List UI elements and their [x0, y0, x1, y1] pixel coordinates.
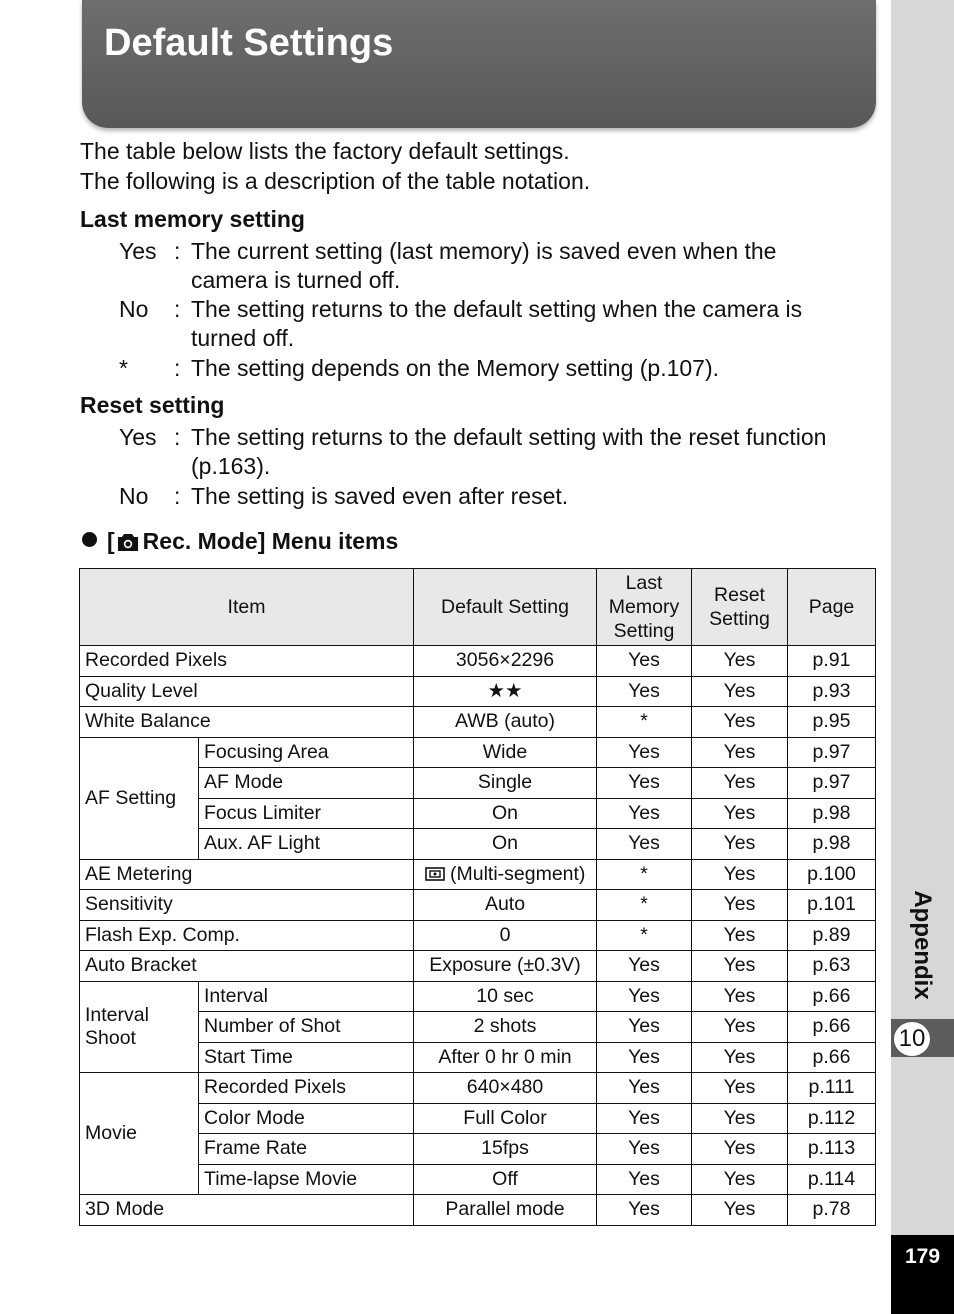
table-cell: Flash Exp. Comp. — [80, 920, 414, 951]
reset-heading: Reset setting — [80, 392, 225, 418]
table-cell: After 0 hr 0 min — [414, 1042, 597, 1073]
notation-colon: : — [174, 424, 181, 450]
table-row — [80, 798, 876, 829]
table-cell: Recorded Pixels — [199, 1073, 414, 1104]
table-cell: Yes — [597, 676, 692, 707]
table-cell: Yes — [597, 1195, 692, 1226]
table-cell: Exposure (±0.3V) — [414, 951, 597, 982]
intro-line: The following is a description of the table notation. — [80, 168, 591, 194]
notation-text: turned off. — [191, 325, 295, 351]
group-label: AF Setting — [80, 737, 199, 859]
notation-key: Yes — [119, 424, 157, 450]
table-cell: Number of Shot — [199, 1012, 414, 1043]
table-cell: Yes — [692, 1134, 788, 1165]
table-cell: Yes — [597, 1042, 692, 1073]
side-tab-strip — [891, 0, 954, 1314]
table-row — [80, 1103, 876, 1134]
table-cell: Yes — [597, 829, 692, 860]
table-cell: p.93 — [788, 676, 876, 707]
intro-line: The table below lists the factory default settings. — [80, 138, 570, 164]
table-row — [80, 859, 876, 890]
notation-colon: : — [174, 483, 181, 509]
chapter-number: 10 — [893, 1021, 931, 1057]
page-number: 179 — [891, 1235, 954, 1314]
camera-icon — [117, 531, 139, 558]
table-cell: 3D Mode — [80, 1195, 414, 1226]
table-cell: Yes — [692, 829, 788, 860]
table-cell: p.97 — [788, 737, 876, 768]
table-cell: Yes — [692, 859, 788, 890]
table-cell: 0 — [414, 920, 597, 951]
page-title: Default Settings — [104, 22, 394, 64]
table-cell: p.66 — [788, 981, 876, 1012]
table-cell: Interval — [199, 981, 414, 1012]
table-cell: Yes — [597, 646, 692, 677]
table-cell: Recorded Pixels — [80, 646, 414, 677]
table-cell: Yes — [597, 1134, 692, 1165]
notation-text: (p.163). — [191, 453, 271, 479]
table-cell: 640×480 — [414, 1073, 597, 1104]
table-row — [80, 1134, 876, 1165]
table-cell: * — [597, 707, 692, 738]
table-row — [80, 737, 876, 768]
table-row — [80, 1012, 876, 1043]
table-cell: * — [597, 859, 692, 890]
section-bracket: [ — [107, 528, 115, 554]
table-cell: Aux. AF Light — [199, 829, 414, 860]
table-cell: Sensitivity — [80, 890, 414, 921]
table-header-row — [80, 569, 876, 646]
table-cell: p.66 — [788, 1012, 876, 1043]
table-cell: p.98 — [788, 829, 876, 860]
table-cell: AF Mode — [199, 768, 414, 799]
table-cell: Focus Limiter — [199, 798, 414, 829]
table-cell: Yes — [597, 981, 692, 1012]
table-cell: AE Metering — [80, 859, 414, 890]
table-cell: Yes — [692, 1195, 788, 1226]
table-cell: Yes — [597, 1164, 692, 1195]
table-row — [80, 707, 876, 738]
notation-text: The current setting (last memory) is saved even when the — [191, 238, 777, 264]
table-cell: Off — [414, 1164, 597, 1195]
multi-segment-metering-icon — [425, 863, 445, 885]
table-cell: (Multi-segment) — [414, 859, 597, 890]
table-cell: Wide — [414, 737, 597, 768]
table-row — [80, 768, 876, 799]
table-row — [80, 646, 876, 677]
table-cell: Yes — [692, 951, 788, 982]
table-cell: p.63 — [788, 951, 876, 982]
table-cell: Full Color — [414, 1103, 597, 1134]
notation-text: The setting is saved even after reset. — [191, 483, 569, 509]
table-cell: 15fps — [414, 1134, 597, 1165]
table-cell: Yes — [692, 768, 788, 799]
last-memory-heading: Last memory setting — [80, 206, 305, 232]
table-cell: p.112 — [788, 1103, 876, 1134]
table-cell: p.89 — [788, 920, 876, 951]
table-cell: p.101 — [788, 890, 876, 921]
table-row — [80, 920, 876, 951]
table-cell: p.113 — [788, 1134, 876, 1165]
table-cell: 3056×2296 — [414, 646, 597, 677]
table-cell: Yes — [692, 798, 788, 829]
table-cell: Yes — [597, 1073, 692, 1104]
table-cell: Start Time — [199, 1042, 414, 1073]
table-cell: Yes — [692, 920, 788, 951]
table-cell: p.95 — [788, 707, 876, 738]
group-label: Movie — [80, 1073, 199, 1195]
table-cell: Yes — [692, 1073, 788, 1104]
table-cell: 2 shots — [414, 1012, 597, 1043]
section-title: Rec. Mode] Menu items — [142, 528, 399, 554]
table-cell: * — [597, 890, 692, 921]
table-cell: Yes — [692, 1103, 788, 1134]
table-row — [80, 981, 876, 1012]
table-cell: Yes — [692, 1042, 788, 1073]
notation-key: No — [119, 483, 149, 509]
table-cell: Focusing Area — [199, 737, 414, 768]
menu-items-table — [79, 568, 876, 1226]
title-banner — [82, 0, 876, 128]
table-cell: p.100 — [788, 859, 876, 890]
table-cell: Yes — [597, 1012, 692, 1043]
header-page: Page — [788, 569, 876, 646]
table-cell: Yes — [692, 890, 788, 921]
table-cell: On — [414, 829, 597, 860]
table-cell: p.66 — [788, 1042, 876, 1073]
table-cell: AWB (auto) — [414, 707, 597, 738]
table-cell: White Balance — [80, 707, 414, 738]
notation-key: Yes — [119, 238, 157, 264]
header-reset: Reset Setting — [692, 569, 788, 646]
notation-text: The setting depends on the Memory setting (p.107). — [191, 355, 720, 381]
table-cell: 10 sec — [414, 981, 597, 1012]
table-cell: p.78 — [788, 1195, 876, 1226]
notation-text: The setting returns to the default setting with the reset function — [191, 424, 827, 450]
table-row — [80, 1042, 876, 1073]
table-cell: Yes — [692, 1164, 788, 1195]
table-row — [80, 951, 876, 982]
table-cell: Parallel mode — [414, 1195, 597, 1226]
table-cell: Yes — [597, 768, 692, 799]
header-last-memory: Last Memory Setting — [597, 569, 692, 646]
table-cell: Yes — [692, 981, 788, 1012]
notation-text: camera is turned off. — [191, 267, 401, 293]
table-row — [80, 1164, 876, 1195]
table-row — [80, 890, 876, 921]
table-cell: Yes — [597, 737, 692, 768]
table-cell: p.114 — [788, 1164, 876, 1195]
table-cell: Yes — [692, 646, 788, 677]
table-cell: Color Mode — [199, 1103, 414, 1134]
header-item: Item — [80, 569, 414, 646]
notation-key: No — [119, 296, 149, 322]
table-cell: Yes — [597, 798, 692, 829]
table-row — [80, 1195, 876, 1226]
notation-colon: : — [174, 296, 181, 322]
table-cell: p.98 — [788, 798, 876, 829]
table-cell: Frame Rate — [199, 1134, 414, 1165]
table-cell: ★★ — [414, 676, 597, 707]
table-cell: Time-lapse Movie — [199, 1164, 414, 1195]
header-default: Default Setting — [414, 569, 597, 646]
table-cell: Yes — [692, 737, 788, 768]
table-row — [80, 1073, 876, 1104]
notation-colon: : — [174, 355, 181, 381]
notation-key: * — [119, 355, 128, 381]
table-cell: Yes — [692, 676, 788, 707]
side-tab-label: Appendix — [909, 890, 936, 1000]
notation-colon: : — [174, 238, 181, 264]
table-cell: Yes — [597, 951, 692, 982]
table-cell: p.97 — [788, 768, 876, 799]
notation-text: The setting returns to the default setting when the camera is — [191, 296, 803, 322]
table-cell: Yes — [597, 1103, 692, 1134]
table-cell: On — [414, 798, 597, 829]
table-cell: p.111 — [788, 1073, 876, 1104]
group-label: Interval Shoot — [80, 981, 199, 1073]
table-cell: Yes — [692, 707, 788, 738]
table-cell: p.91 — [788, 646, 876, 677]
table-cell: Yes — [692, 1012, 788, 1043]
table-cell: Quality Level — [80, 676, 414, 707]
table-cell: Auto — [414, 890, 597, 921]
bullet-icon — [82, 532, 97, 547]
table-cell: Single — [414, 768, 597, 799]
intro-text — [80, 136, 590, 196]
table-row — [80, 829, 876, 860]
table-cell: Auto Bracket — [80, 951, 414, 982]
table-cell: * — [597, 920, 692, 951]
section-heading — [82, 528, 398, 558]
table-row — [80, 676, 876, 707]
